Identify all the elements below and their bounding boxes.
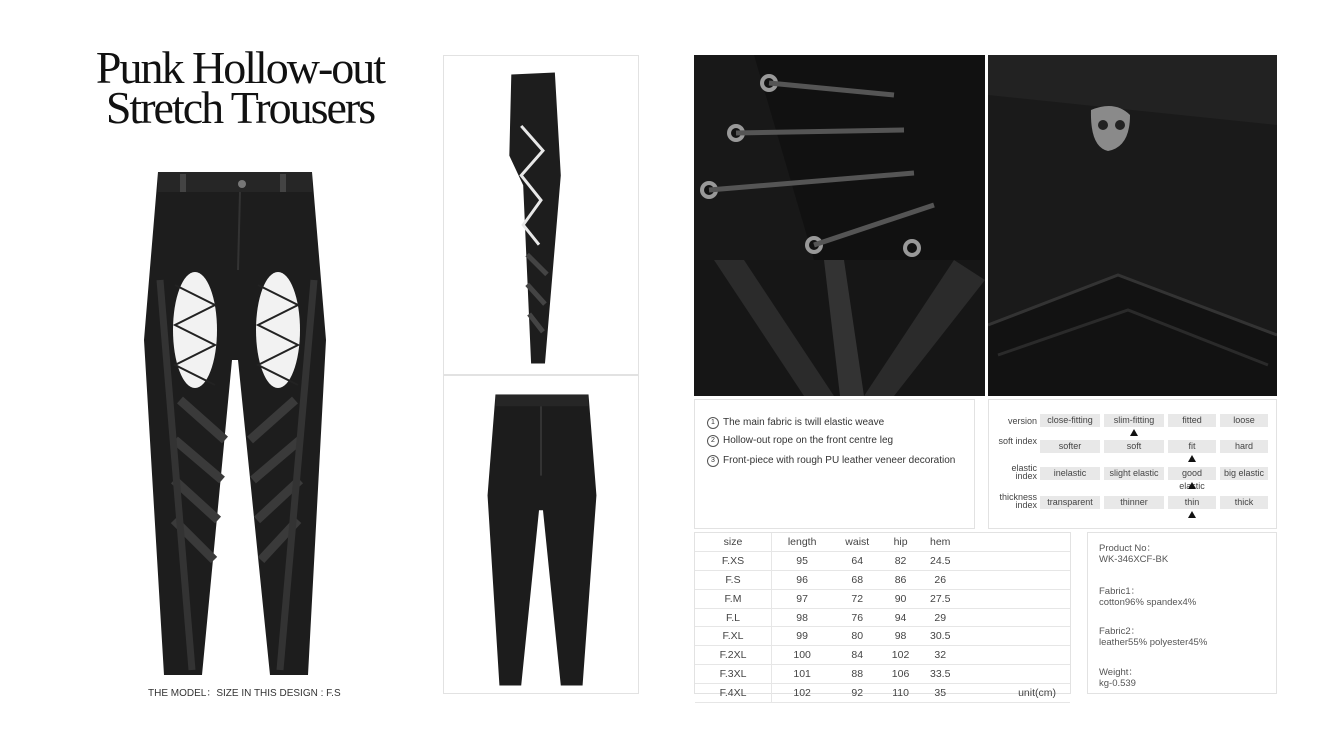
table-cell: 35 bbox=[919, 684, 962, 703]
feature-text: Hollow-out rope on the front centre leg bbox=[723, 435, 894, 446]
table-cell: 72 bbox=[832, 589, 882, 608]
table-cell-blank bbox=[962, 627, 1070, 646]
scale-option: slight elastic bbox=[1104, 467, 1164, 480]
table-cell: 97 bbox=[772, 589, 833, 608]
selected-marker-icon bbox=[1130, 429, 1138, 436]
table-cell: 26 bbox=[919, 570, 962, 589]
table-cell: F.XL bbox=[695, 627, 772, 646]
table-cell: F.2XL bbox=[695, 646, 772, 665]
scale-label-soft: soft index bbox=[998, 436, 1037, 446]
info-label: Fabric2： bbox=[1099, 626, 1141, 637]
table-cell: 102 bbox=[882, 646, 919, 665]
detail-photo-pu-leather bbox=[694, 260, 985, 396]
product-info-panel bbox=[1087, 532, 1277, 694]
table-cell: F.XS bbox=[695, 551, 772, 570]
table-cell: 33.5 bbox=[919, 665, 962, 684]
table-header: length bbox=[772, 533, 833, 551]
lacing-detail-illustration bbox=[694, 55, 985, 260]
scale-option-selected: slim-fitting bbox=[1104, 414, 1164, 427]
features-list bbox=[694, 399, 975, 529]
table-cell: 27.5 bbox=[919, 589, 962, 608]
feature-text: The main fabric is twill elastic weave bbox=[723, 417, 885, 428]
table-header-blank bbox=[962, 533, 1070, 551]
table-cell-blank bbox=[962, 646, 1070, 665]
side-view-photo bbox=[443, 55, 639, 375]
table-row bbox=[695, 646, 1070, 665]
table-cell: 98 bbox=[882, 627, 919, 646]
feature-item bbox=[707, 455, 955, 467]
selected-marker-icon bbox=[1188, 511, 1196, 518]
unit-label: unit(cm) bbox=[962, 684, 1070, 703]
table-header: hem bbox=[919, 533, 962, 551]
scale-label-thickness: thickness index bbox=[999, 492, 1037, 510]
detail-photo-hem bbox=[988, 215, 1277, 396]
table-row bbox=[695, 665, 1070, 684]
scale-option: thick bbox=[1220, 496, 1268, 509]
info-value: leather55% polyester45% bbox=[1099, 637, 1208, 648]
table-cell: 92 bbox=[832, 684, 882, 703]
info-value: kg-0.539 bbox=[1099, 678, 1136, 689]
trousers-front-illustration bbox=[130, 160, 340, 680]
fabric1 bbox=[1099, 586, 1196, 608]
scale-option: inelastic bbox=[1040, 467, 1100, 480]
table-cell: 100 bbox=[772, 646, 833, 665]
hem-illustration bbox=[988, 215, 1277, 396]
table-cell: 95 bbox=[772, 551, 833, 570]
table-cell-blank bbox=[962, 608, 1070, 627]
feature-item bbox=[707, 435, 893, 447]
scale-label-elastic: elastic index bbox=[1011, 463, 1037, 481]
table-cell: 24.5 bbox=[919, 551, 962, 570]
table-row bbox=[695, 589, 1070, 608]
detail-photo-lacing bbox=[694, 55, 985, 260]
table-cell-blank bbox=[962, 665, 1070, 684]
selected-marker-icon bbox=[1188, 455, 1196, 462]
table-cell: 68 bbox=[832, 570, 882, 589]
table-row bbox=[695, 551, 1070, 570]
size-chart-table bbox=[694, 532, 1071, 700]
table-cell: 30.5 bbox=[919, 627, 962, 646]
table-cell: 94 bbox=[882, 608, 919, 627]
table-row bbox=[695, 627, 1070, 646]
product-title-line1: Punk Hollow-out bbox=[95, 42, 385, 93]
back-view-photo bbox=[443, 375, 639, 694]
product-title-line2: Stretch Trousers bbox=[105, 82, 375, 133]
table-cell: F.S bbox=[695, 570, 772, 589]
product-title bbox=[40, 42, 440, 133]
table-cell-blank bbox=[962, 551, 1070, 570]
scale-option-selected: thin bbox=[1168, 496, 1216, 509]
table-cell: 101 bbox=[772, 665, 833, 684]
scale-option: soft bbox=[1104, 440, 1164, 453]
trousers-side-illustration bbox=[444, 56, 638, 374]
table-cell-blank bbox=[962, 570, 1070, 589]
scale-option: softer bbox=[1040, 440, 1100, 453]
feature-number: 3 bbox=[707, 455, 719, 467]
table-cell: F.L bbox=[695, 608, 772, 627]
table-row bbox=[695, 684, 1070, 703]
scale-option: transparent bbox=[1040, 496, 1100, 509]
table-cell: 99 bbox=[772, 627, 833, 646]
front-view-photo bbox=[130, 160, 340, 680]
table-header: waist bbox=[832, 533, 882, 551]
table-cell: 102 bbox=[772, 684, 833, 703]
table-cell: 82 bbox=[882, 551, 919, 570]
table-cell: 29 bbox=[919, 608, 962, 627]
table-header-row bbox=[695, 533, 1070, 551]
fit-scales-panel bbox=[988, 399, 1277, 529]
info-value: cotton96% spandex4% bbox=[1099, 597, 1197, 608]
table-header: size bbox=[695, 533, 772, 551]
table-cell: F.M bbox=[695, 589, 772, 608]
model-size-note: THE MODEL：SIZE IN THIS DESIGN : F.S bbox=[148, 688, 341, 699]
table-cell: 98 bbox=[772, 608, 833, 627]
scale-option: thinner bbox=[1104, 496, 1164, 509]
table-cell: 84 bbox=[832, 646, 882, 665]
table-cell: 90 bbox=[882, 589, 919, 608]
scale-label-version: version bbox=[1007, 416, 1037, 426]
skull-button-illustration bbox=[988, 55, 1277, 215]
weight bbox=[1099, 667, 1138, 689]
table-cell: 76 bbox=[832, 608, 882, 627]
table-cell: 86 bbox=[882, 570, 919, 589]
info-label: Fabric1： bbox=[1099, 586, 1141, 597]
selected-marker-icon bbox=[1188, 482, 1196, 489]
scale-option: loose bbox=[1220, 414, 1268, 427]
feature-number: 1 bbox=[707, 417, 719, 429]
table-cell: 96 bbox=[772, 570, 833, 589]
trousers-back-illustration bbox=[444, 376, 638, 693]
table-row bbox=[695, 608, 1070, 627]
scale-option-selected: fit bbox=[1168, 440, 1216, 453]
feature-text: Front-piece with rough PU leather veneer decoration bbox=[723, 455, 956, 466]
info-label: Weight： bbox=[1099, 667, 1138, 678]
table-cell: 64 bbox=[832, 551, 882, 570]
table-row bbox=[695, 570, 1070, 589]
scale-option: big elastic bbox=[1220, 467, 1268, 480]
info-label: Product No： bbox=[1099, 543, 1157, 554]
table-cell: 88 bbox=[832, 665, 882, 684]
fabric2 bbox=[1099, 626, 1207, 648]
scale-option: hard bbox=[1220, 440, 1268, 453]
feature-item bbox=[707, 417, 884, 429]
table-cell-blank bbox=[962, 589, 1070, 608]
scale-option: close-fitting bbox=[1040, 414, 1100, 427]
pu-leather-illustration bbox=[694, 260, 985, 396]
table-header: hip bbox=[882, 533, 919, 551]
table-cell: 110 bbox=[882, 684, 919, 703]
scale-option-selected: good elastic bbox=[1168, 467, 1216, 480]
table-cell: F.4XL bbox=[695, 684, 772, 703]
info-value: WK-346XCF-BK bbox=[1099, 554, 1169, 565]
feature-number: 2 bbox=[707, 435, 719, 447]
table-cell: 80 bbox=[832, 627, 882, 646]
detail-photo-skull-button bbox=[988, 55, 1277, 215]
scale-option: fitted bbox=[1168, 414, 1216, 427]
product-number bbox=[1099, 543, 1168, 565]
size-table bbox=[695, 533, 1070, 703]
table-cell: 32 bbox=[919, 646, 962, 665]
table-cell: F.3XL bbox=[695, 665, 772, 684]
table-cell: 106 bbox=[882, 665, 919, 684]
